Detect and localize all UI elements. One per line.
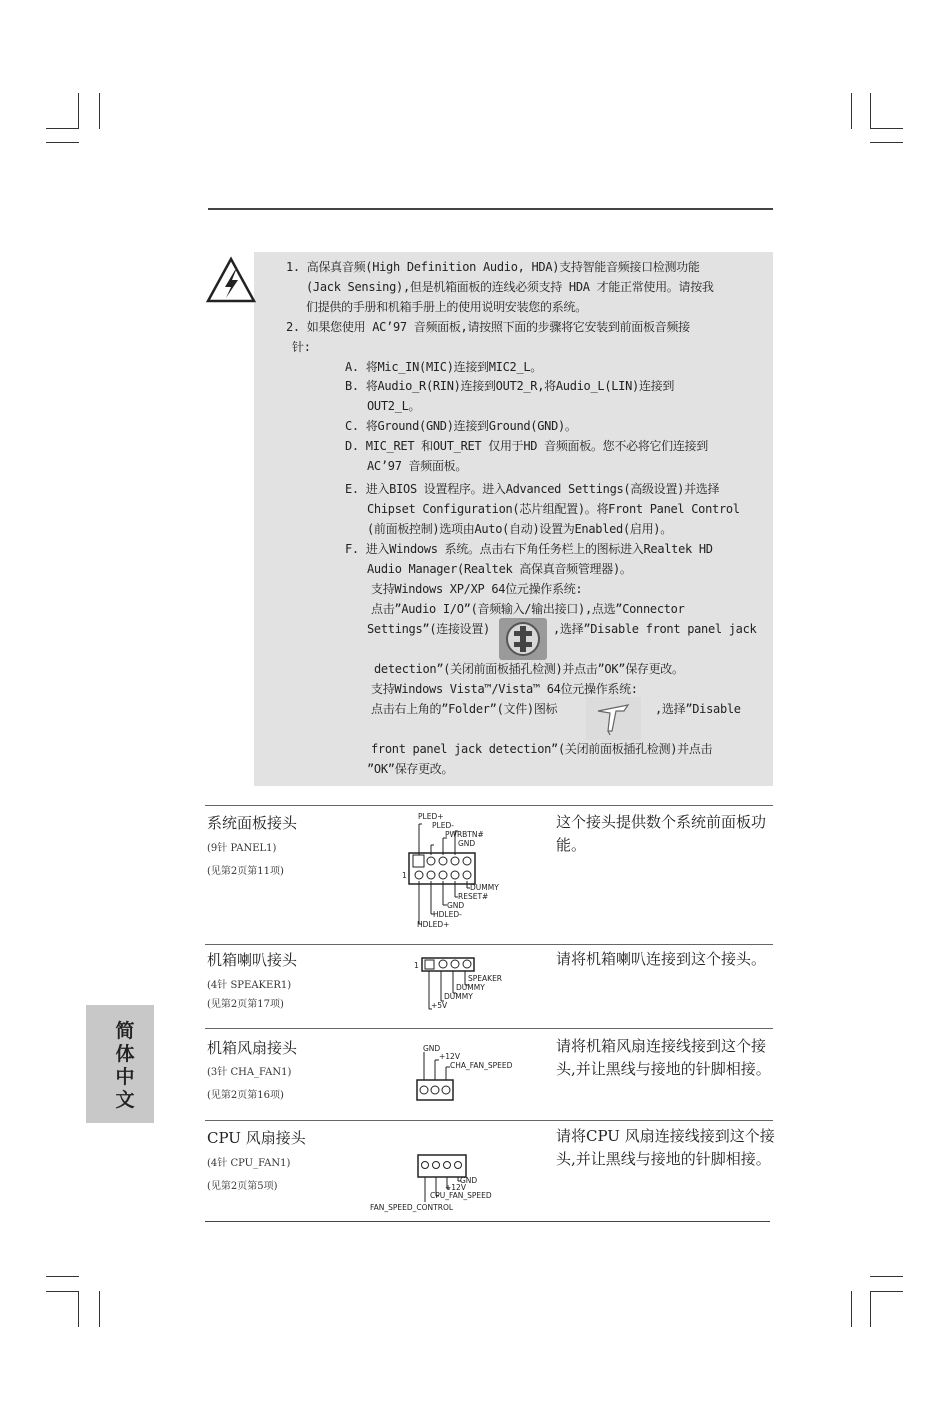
section-description: 这个接头提供数个系统前面板功能。 — [556, 813, 767, 854]
panel-label: DUMMY — [470, 883, 499, 892]
cpu-fan-label: FAN_SPEED_CONTROL — [370, 1203, 454, 1212]
note-line: 支持Windows XP/XP 64位元操作系统: — [371, 582, 583, 596]
note-line: 们提供的手册和机箱手册上的使用说明安装您的系统。 — [306, 300, 587, 314]
crop-mark — [78, 93, 79, 129]
panel-label: PLED+ — [418, 812, 444, 821]
crop-mark — [870, 1276, 903, 1277]
note-line: ,选择”Disable front panel jack — [553, 622, 757, 636]
cpu-fan-label: +12V — [445, 1183, 466, 1192]
note-line: ”OK”保存更改。 — [367, 762, 454, 776]
panel-label: HDLED- — [433, 910, 462, 919]
speaker-label: SPEAKER — [468, 974, 503, 983]
cpu-fan-label: CPU_FAN_SPEED — [430, 1191, 492, 1200]
note-line: B. 将Audio_R(RIN)连接到OUT2_R,将Audio_L(LIN)连接到 — [345, 379, 675, 393]
section-description: 请将机箱喇叭连接到这个接头。 — [556, 950, 767, 968]
crop-mark — [851, 93, 852, 129]
section-ref: (见第2页第5项) — [207, 1181, 278, 1192]
section-ref: (见第2页第17项) — [207, 999, 284, 1010]
section-divider — [205, 1028, 773, 1029]
crop-mark — [870, 1291, 903, 1292]
note-line: (前面板控制)选项由Auto(自动)设置为Enabled(启用)。 — [367, 522, 672, 536]
panel-label: GND — [458, 839, 476, 848]
section-pins: (3针 CHA_FAN1) — [207, 1067, 292, 1078]
panel-header-diagram — [402, 810, 507, 930]
note-line: 2. 如果您使用 AC’97 音频面板,请按照下面的步骤将它安装到前面板音频接 — [286, 320, 690, 334]
speaker-label: 1 — [414, 961, 419, 970]
section-title: 系统面板接头 — [207, 814, 298, 832]
section-pins: (9针 PANEL1) — [207, 843, 277, 854]
section-pins: (4针 SPEAKER1) — [207, 980, 292, 991]
crop-mark — [46, 142, 79, 143]
crop-mark — [78, 1291, 79, 1327]
note-line: detection”(关闭前面板插孔检测)并点击”OK”保存更改。 — [374, 662, 684, 676]
crop-mark — [870, 142, 903, 143]
cpu-fan-header-diagram — [368, 1150, 508, 1216]
crop-mark — [870, 93, 871, 129]
section-description: 请将机箱风扇连接线接到这个接头,并让黑线与接地的针脚相接。 — [556, 1037, 771, 1078]
panel-label: HDLED+ — [417, 920, 450, 929]
note-line: front panel jack detection”(关闭前面板插孔检测)并点击 — [371, 742, 713, 756]
note-line: Audio Manager(Realtek 高保真音频管理器)。 — [367, 562, 632, 576]
folder-icon — [586, 697, 641, 740]
section-divider — [205, 805, 773, 806]
note-line: 1. 高保真音频(High Definition Audio, HDA)支持智能音频接口检测功能 — [286, 260, 700, 274]
chassis-fan-header-diagram — [412, 1041, 522, 1106]
crop-mark — [99, 1291, 100, 1327]
panel-label: 1 — [402, 871, 407, 880]
panel-label: RESET# — [458, 892, 489, 901]
section-ref: (见第2页第16项) — [207, 1090, 284, 1101]
speaker-label: DUMMY — [456, 983, 485, 992]
section-title: 机箱喇叭接头 — [207, 951, 298, 969]
note-line: A. 将Mic_IN(MIC)连接到MIC2_L。 — [345, 360, 542, 374]
note-line: C. 将Ground(GND)连接到Ground(GND)。 — [345, 419, 577, 433]
note-line: Chipset Configuration(芯片组配置)。将Front Panel Control — [367, 502, 740, 516]
connector-settings-icon — [499, 618, 547, 660]
footer-rule — [205, 1221, 770, 1222]
fan-label: GND — [423, 1044, 441, 1053]
fan-label: CHA_FAN_SPEED — [450, 1061, 513, 1070]
cpu-fan-label: GND — [460, 1176, 478, 1185]
note-line: 支持Windows Vista™/Vista™ 64位元操作系统: — [371, 682, 638, 696]
section-description: 请将CPU 风扇连接线接到这个接头,并让黑线与接地的针脚相接。 — [556, 1127, 775, 1168]
note-line: 点击右上角的”Folder”(文件)图标 — [371, 702, 558, 716]
note-line: 点击”Audio I/O”(音频输入/输出接口),点选”Connector — [371, 602, 685, 616]
section-title: CPU 风扇接头 — [207, 1129, 306, 1147]
crop-mark — [46, 128, 79, 129]
panel-label: PWRBTN# — [445, 830, 484, 839]
section-title: 机箱风扇接头 — [207, 1039, 298, 1057]
note-line: (Jack Sensing),但是机箱面板的连线必须支持 HDA 才能正常使用。请按我 — [306, 280, 714, 294]
note-line: AC’97 音频面板。 — [367, 459, 468, 473]
note-line: ,选择”Disable — [655, 702, 741, 716]
language-side-tab-label: 简体中文 — [115, 1020, 135, 1111]
panel-label: PLED- — [432, 821, 454, 830]
crop-mark — [46, 1291, 79, 1292]
speaker-label: +5V — [431, 1001, 448, 1010]
note-line: D. MIC_RET 和OUT_RET 仅用于HD 音频面板。您不必将它们连接到 — [345, 439, 708, 453]
section-divider — [205, 1120, 773, 1121]
header-rule — [208, 208, 773, 210]
warning-icon — [205, 256, 257, 304]
crop-mark — [46, 1276, 79, 1277]
speaker-label: DUMMY — [444, 992, 473, 1001]
section-divider — [205, 944, 773, 945]
note-line: Settings”(连接设置) — [367, 622, 490, 636]
note-line: F. 进入Windows 系统。点击右下角任务栏上的图标进入Realtek HD — [345, 542, 713, 556]
crop-mark — [870, 1291, 871, 1327]
panel-label: GND — [447, 901, 465, 910]
section-ref: (见第2页第11项) — [207, 866, 284, 877]
fan-label: +12V — [439, 1052, 460, 1061]
note-line: E. 进入BIOS 设置程序。进入Advanced Settings(高级设置)并选择 — [345, 482, 720, 496]
crop-mark — [870, 128, 903, 129]
crop-mark — [851, 1291, 852, 1327]
note-line: OUT2_L。 — [367, 399, 421, 413]
speaker-header-diagram — [412, 953, 512, 1013]
crop-mark — [99, 93, 100, 129]
note-line: 针: — [292, 340, 311, 354]
section-pins: (4针 CPU_FAN1) — [207, 1158, 291, 1169]
